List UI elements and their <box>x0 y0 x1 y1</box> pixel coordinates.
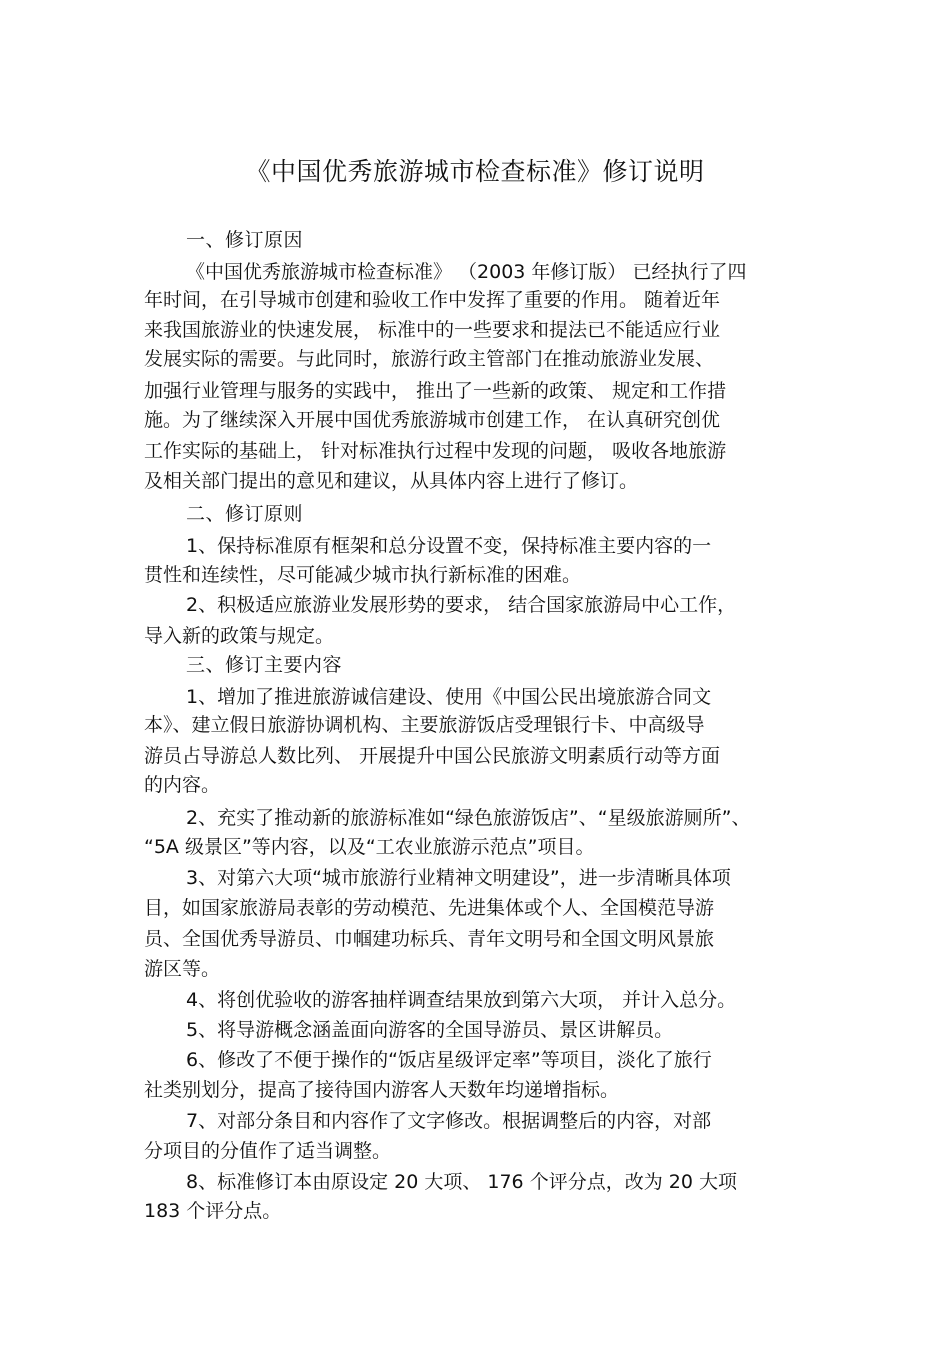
section-heading-principles: 二、修订原则 <box>186 503 304 525</box>
list-item-line: 贯性和连续性，尽可能减少城市执行新标准的困难。 <box>144 564 582 586</box>
section-heading-reason: 一、修订原因 <box>186 229 304 251</box>
list-item-line: 3、对第六大项“城市旅游行业精神文明建设”，进一步清晰具体项 <box>186 867 731 889</box>
list-item-line: 分项目的分值作了适当调整。 <box>144 1140 392 1162</box>
list-item-line: 183 个评分点。 <box>144 1200 282 1222</box>
list-item-line: “5A 级景区”等内容，以及“工农业旅游示范点”项目。 <box>144 836 595 858</box>
list-item-line: 社类别划分，提高了接待国内游客人天数年均递增指标。 <box>144 1079 620 1101</box>
list-item-line: 5、将导游概念涵盖面向游客的全国导游员、景区讲解员。 <box>186 1019 674 1041</box>
list-item-line: 1、增加了推进旅游诚信建设、使用《中国公民出境旅游合同文 <box>186 686 712 708</box>
list-item-line: 1、保持标准原有框架和总分设置不变，保持标准主要内容的一 <box>186 535 712 557</box>
paragraph-line: 《中国优秀旅游城市检查标准》 （2003 年修订版） 已经执行了四 <box>186 261 747 283</box>
paragraph-line: 工作实际的基础上， 针对标准执行过程中发现的问题， 吸收各地旅游 <box>144 440 727 462</box>
document-title: 《中国优秀旅游城市检查标准》修订说明 <box>245 157 705 186</box>
paragraph-line: 及相关部门提出的意见和建议，从具体内容上进行了修订。 <box>144 470 639 492</box>
list-item-line: 导入新的政策与规定。 <box>144 625 335 647</box>
list-item-line: 游员占导游总人数比列、 开展提升中国公民旅游文明素质行动等方面 <box>144 745 721 767</box>
list-item-line: 2、充实了推动新的旅游标准如“绿色旅游饭店”、“星级旅游厕所”、 <box>186 807 751 829</box>
list-item-line: 6、修改了不便于操作的“饭店星级评定率”等项目，淡化了旅行 <box>186 1049 712 1071</box>
paragraph-line: 发展实际的需要。与此同时，旅游行政主管部门在推动旅游业发展、 <box>144 348 715 370</box>
list-item-line: 员、全国优秀导游员、巾帼建功标兵、青年文明号和全国文明风景旅 <box>144 928 715 950</box>
list-item-line: 目，如国家旅游局表彰的劳动模范、先进集体或个人、全国模范导游 <box>144 897 715 919</box>
paragraph-line: 年时间，在引导城市创建和验收工作中发挥了重要的作用。 随着近年 <box>144 289 721 311</box>
paragraph-line: 来我国旅游业的快速发展， 标准中的一些要求和提法已不能适应行业 <box>144 319 721 341</box>
list-item-line: 2、积极适应旅游业发展形势的要求， 结合国家旅游局中心工作， <box>186 594 737 616</box>
list-item-line: 游区等。 <box>144 958 221 980</box>
list-item-line: 7、对部分条目和内容作了文字修改。根据调整后的内容，对部 <box>186 1110 712 1132</box>
list-item-line: 的内容。 <box>144 774 221 796</box>
list-item-line: 本》、建立假日旅游协调机构、主要旅游饭店受理银行卡、中高级导 <box>144 714 705 736</box>
paragraph-line: 加强行业管理与服务的实践中， 推出了一些新的政策、 规定和工作措 <box>144 380 727 402</box>
list-item-line: 8、标准修订本由原设定 20 大项、 176 个评分点，改为 20 大项 <box>186 1171 737 1193</box>
paragraph-line: 施。为了继续深入开展中国优秀旅游城市创建工作， 在认真研究创优 <box>144 409 721 431</box>
section-heading-content: 三、修订主要内容 <box>186 654 343 676</box>
list-item-line: 4、将创优验收的游客抽样调查结果放到第六大项， 并计入总分。 <box>186 989 737 1011</box>
